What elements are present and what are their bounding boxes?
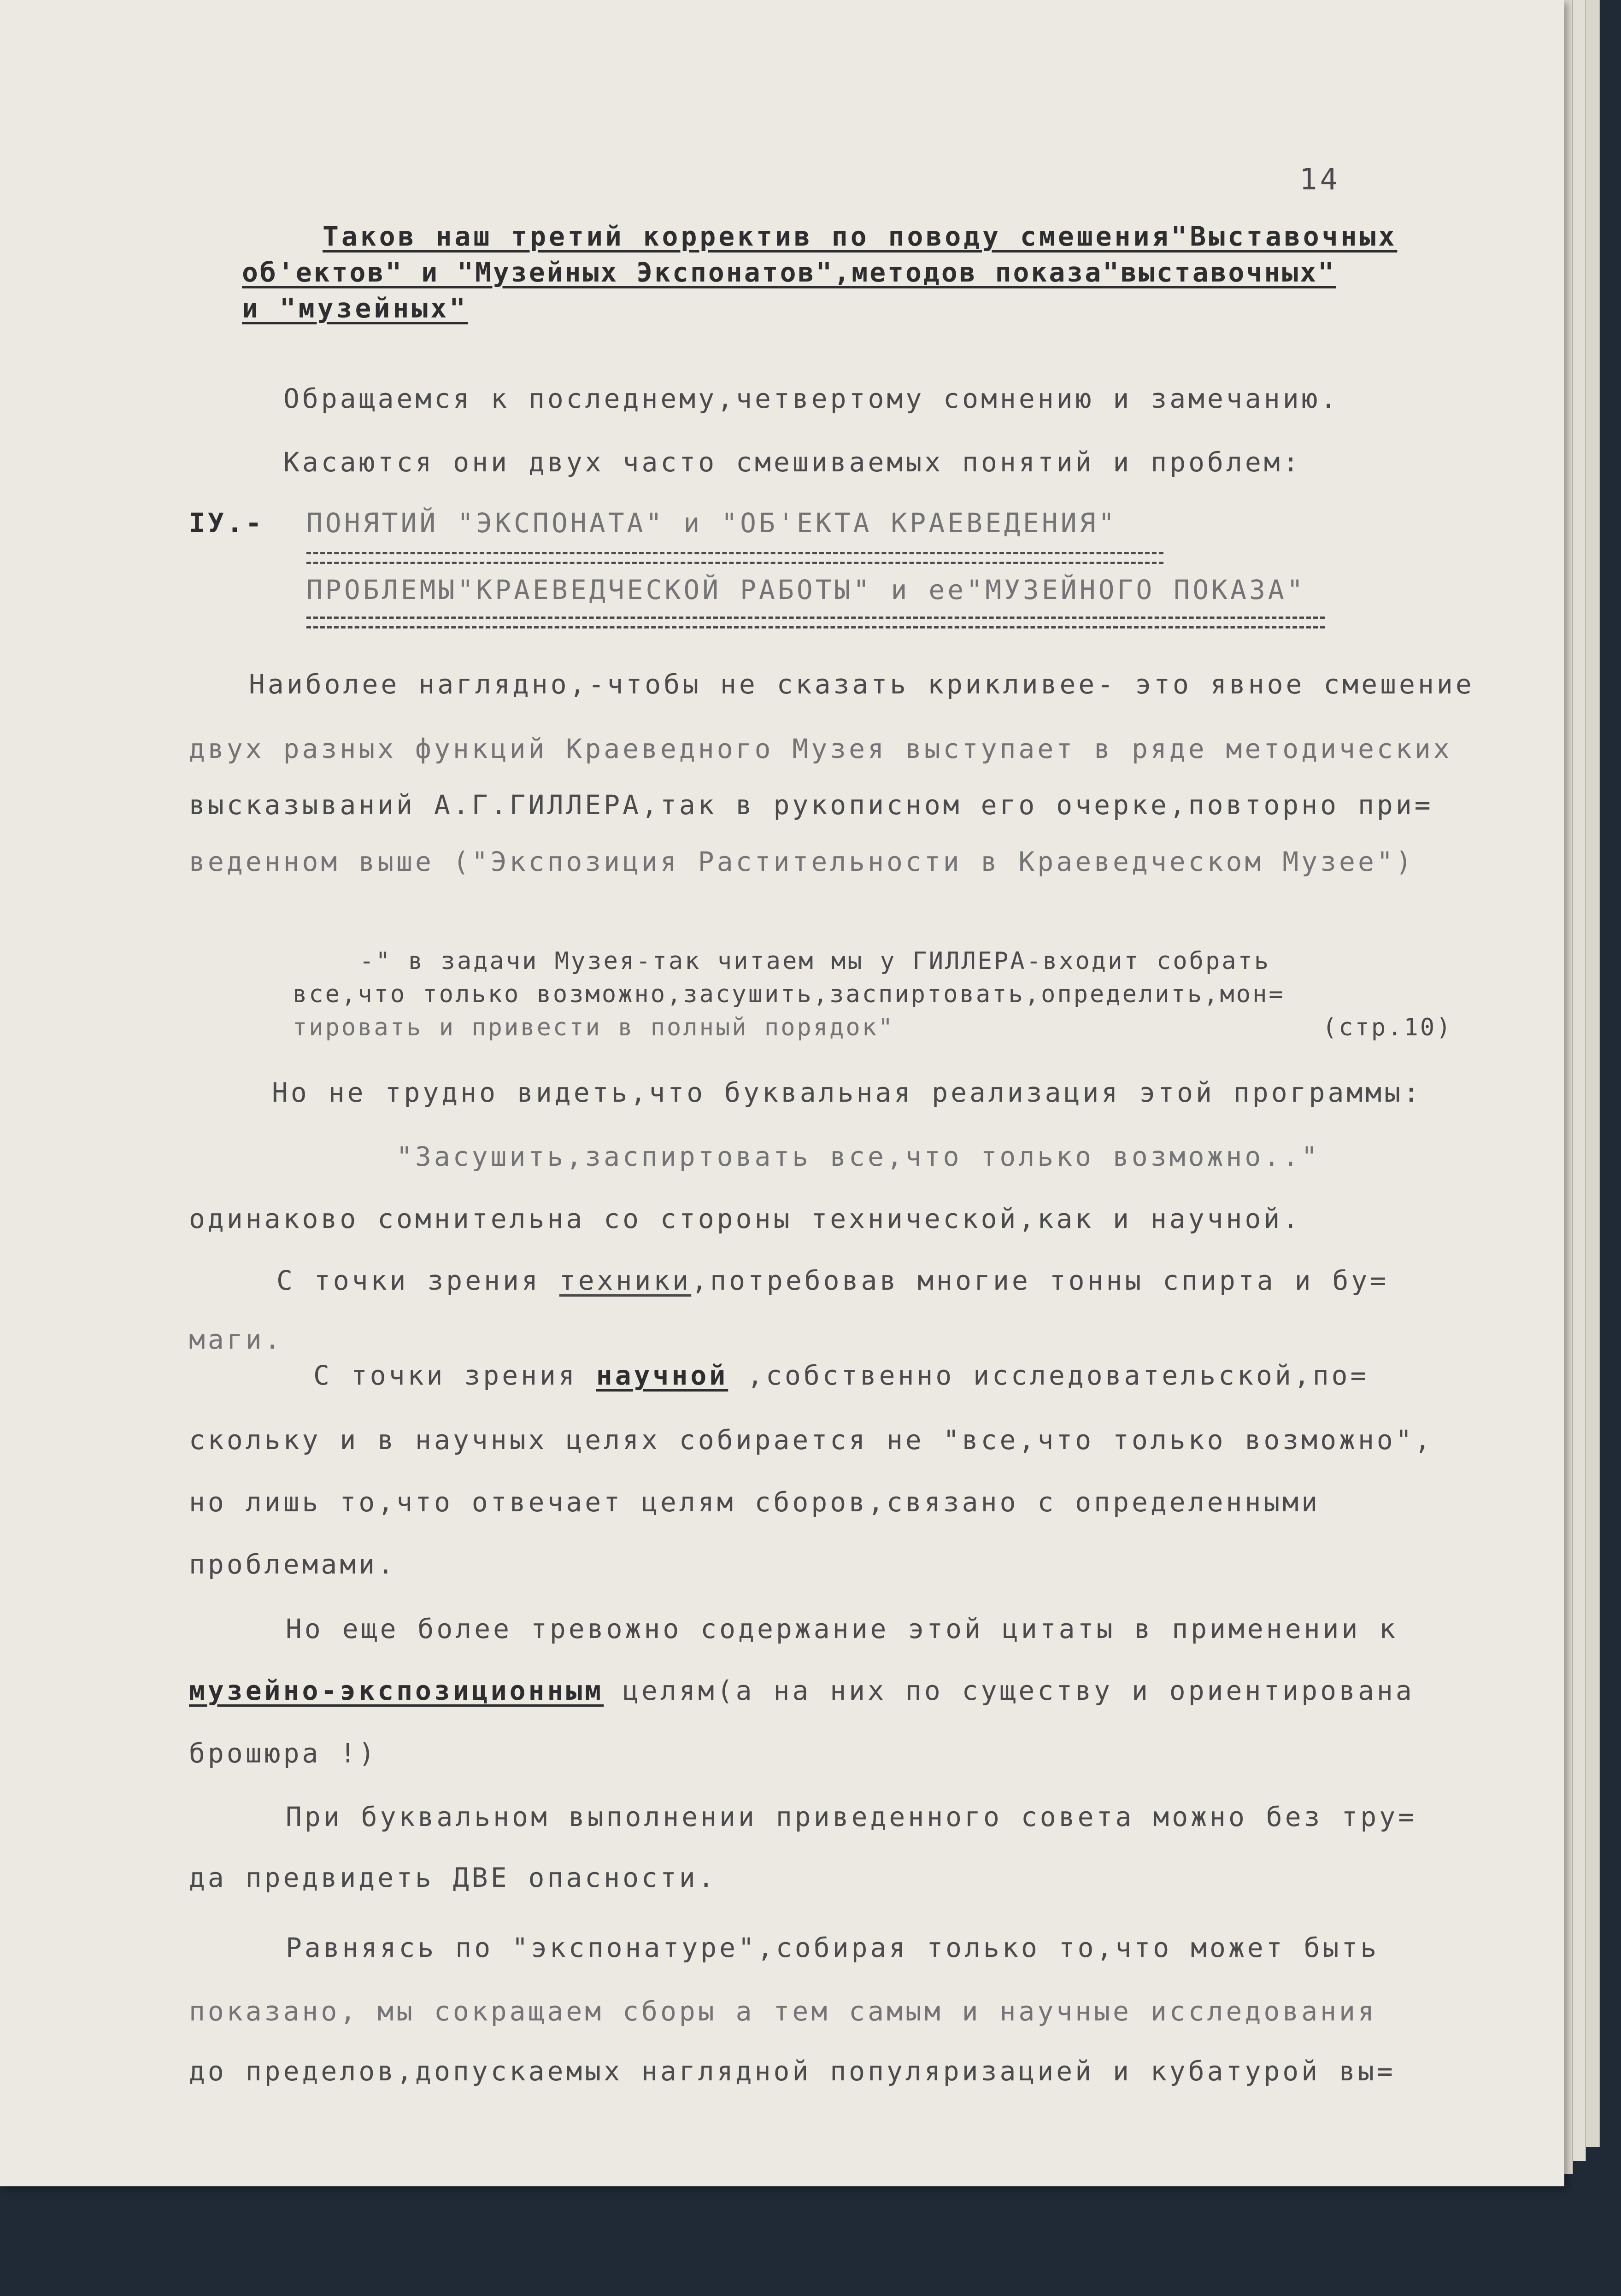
paragraph-3-line-2: маги.: [189, 1324, 283, 1355]
paragraph-5-line-2: [189, 1674, 1415, 1707]
paragraph-7-line-2: показано, мы сокращаем сборы а тем самым и научные исследования: [189, 1996, 1377, 2027]
paragraph-4-line-3: но лишь то,что отвечает целям сборов,связано с определенными: [189, 1486, 1321, 1518]
paragraph-5-line-3: брошюра !): [189, 1738, 378, 1769]
paragraph-7-line-1: Равняясь по "экспонатуре",собирая только то,что может быть: [286, 1932, 1380, 1963]
paragraph-3-line-1: [276, 1264, 1389, 1297]
underlined-word: научной: [596, 1360, 728, 1391]
paragraph-2-line-3: одинаково сомнительна со стороны технической,как и научной.: [189, 1203, 1302, 1234]
paragraph-6-line-1: При буквальном выполнении приведенного совета можно без тру=: [286, 1801, 1417, 1832]
paragraph-5-line-1: Но еще более тревожно содержание этой цитаты в применении к: [286, 1613, 1398, 1644]
paragraph-3-text: ,потребовав многие тонны спирта и бу=: [691, 1265, 1389, 1296]
quote-line-1: -" в задачи Музея-так читаем мы у ГИЛЛЕРА-входит собрать: [359, 947, 1271, 975]
quote-reference: (стр.10): [1322, 1014, 1453, 1041]
heading-line-2: об'ектов" и "Музейных Экспонатов",методов показа"выставочных": [242, 257, 1336, 288]
paragraph-1-line-4: веденном выше ("Экспозиция Растительности в Краеведческом Музее"): [189, 846, 1415, 877]
intro-line-2: Касаются они двух часто смешиваемых понятий и проблем:: [283, 446, 1302, 478]
paragraph-6-line-2: да предвидеть ДВЕ опасности.: [189, 1862, 717, 1893]
section-line-1: ПОНЯТИЙ "ЭКСПОНАТА" и "ОБ'ЕКТА КРАЕВЕДЕНИЯ": [306, 507, 1117, 539]
paragraph-5-text: целям(а на них по существу и ориентирована: [604, 1675, 1415, 1706]
paragraph-1-line-1: Наиболее наглядно,-чтобы не сказать крикливее- это явное смешение: [249, 669, 1474, 700]
paragraph-4-text: ,собственно исследовательской,по=: [728, 1360, 1369, 1391]
paragraph-2-line-1: Но не трудно видеть,что буквальная реализация этой программы:: [272, 1077, 1422, 1108]
paragraph-4-line-4: проблемами.: [189, 1549, 397, 1580]
intro-line-1: Обращаемся к последнему,четвертому сомнению и замечанию.: [283, 383, 1339, 414]
paragraph-4-line-1: [313, 1359, 1369, 1392]
paragraph-1-line-2: двух разных функций Краеведного Музея выступает в ряде методических: [189, 733, 1452, 764]
paragraph-1-line-3: высказываний А.Г.ГИЛЛЕРА,так в рукописном его очерке,повторно при=: [189, 789, 1433, 821]
paragraph-7-line-3: до пределов,допускаемых наглядной популяризацией и кубатурой вы=: [189, 2055, 1396, 2087]
heading-line-1: Таков наш третий корректив по поводу смешения"Выставочных: [323, 221, 1398, 252]
paragraph-3-text: С точки зрения: [276, 1265, 559, 1296]
double-underline: [306, 617, 1325, 628]
section-line-2: ПРОБЛЕМЫ"КРАЕВЕДЧЕСКОЙ РАБОТЫ" и ее"МУЗЕЙНОГО ПОКАЗА": [306, 574, 1306, 605]
underlined-word: техники: [559, 1265, 692, 1296]
section-numeral: IУ.-: [189, 507, 264, 539]
page-number: 14: [1299, 163, 1341, 197]
paragraph-4-text: С точки зрения: [313, 1360, 596, 1391]
double-underline: [306, 552, 1163, 564]
paragraph-4-line-2: скольку и в научных целях собирается не "все,что только возможно",: [189, 1424, 1433, 1456]
quote-line-2: все,что только возможно,засушить,заспиртовать,определить,мон=: [293, 981, 1285, 1008]
underlined-word: музейно-экспозиционным: [189, 1675, 604, 1706]
paragraph-2-line-2: "Засушить,заспиртовать все,что только возможно..": [396, 1141, 1321, 1172]
heading-line-3: и "музейных": [242, 293, 469, 324]
quote-line-3: тировать и привести в полный порядок": [293, 1014, 895, 1041]
